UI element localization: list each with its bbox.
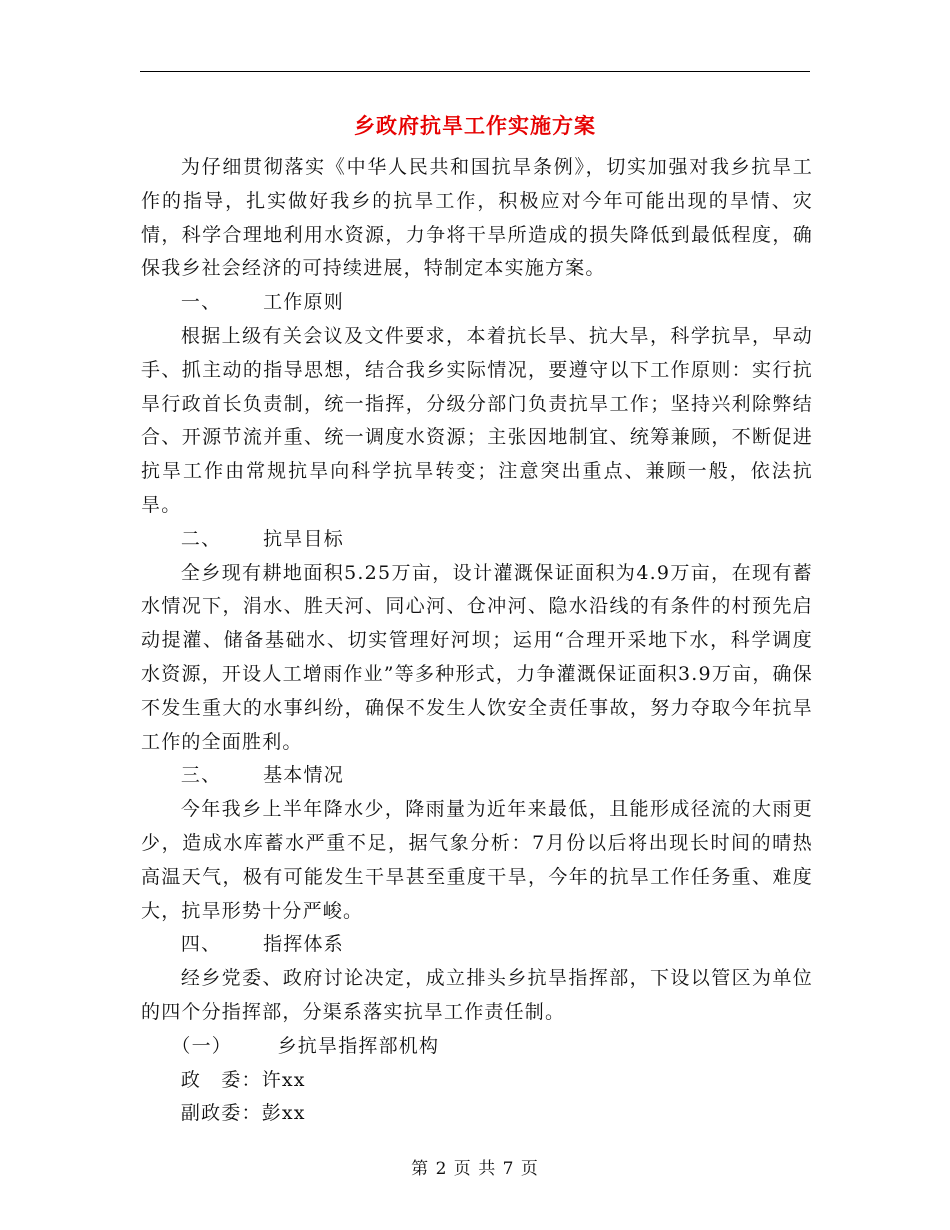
section-title: 指挥体系 <box>263 933 344 956</box>
section-title: 工作原则 <box>263 291 344 314</box>
section-paragraph-2: 全乡现有耕地面积5.25万亩，设计灌溉保证面积为4.9万亩，在现有蓄水情况下，涓水、胜天河、同心河、仓冲河、隐水沿线的有条件的村预先启动提灌、储备基础水、切实管理好河坝；运用“合理开采地下水，科学调度水资源，开设人工增雨作业”等多种形式，力争灌溉保证面积3.9万亩，确保不发生重大的水事纠纷，确保不发生人饮安全责任事故，努力夺取今年抗旱工作的全面胜利。 <box>141 561 813 753</box>
document-body <box>141 151 813 1131</box>
section-number: 四、 <box>180 933 222 956</box>
role-line-deputy-commissar: 副政委：彭xx <box>180 1102 306 1125</box>
section-number: 一、 <box>180 291 222 314</box>
section-number: 二、 <box>180 527 222 550</box>
subsection-heading <box>141 1030 813 1064</box>
section-paragraph-1: 根据上级有关会议及文件要求，本着抗长旱、抗大旱，科学抗旱，早动手、抓主动的指导思想，结合我乡实际情况，要遵守以下工作原则：实行抗旱行政首长负责制，统一指挥，分级分部门负责抗旱工作；坚持兴利除弊结合、开源节流并重、统一调度水资源；主张因地制宜、统筹兼顾，不断促进抗旱工作由常规抗旱向科学抗旱转变；注意突出重点、兼顾一般，依法抗旱。 <box>141 324 813 516</box>
section-title: 抗旱目标 <box>263 527 344 550</box>
document-title: 乡政府抗旱工作实施方案 <box>354 114 596 138</box>
page-number: 第 2 页 共 7 页 <box>411 1159 539 1179</box>
section-paragraph-3: 今年我乡上半年降水少，降雨量为近年来最低，且能形成径流的大雨更少，造成水库蓄水严重不足，据气象分析：7月份以后将出现长时间的晴热高温天气，极有可能发生干旱甚至重度干旱，今年的抗旱工作任务重、难度大，抗旱形势十分严峻。 <box>141 798 813 922</box>
section-heading-4 <box>141 928 813 962</box>
section-heading-2 <box>141 523 813 557</box>
section-number: 三、 <box>180 764 222 787</box>
subsection-title: 乡抗旱指挥部机构 <box>277 1034 440 1057</box>
role-line-commissar: 政 委：许xx <box>180 1068 306 1091</box>
section-heading-1 <box>141 286 813 320</box>
header-rule <box>140 71 810 72</box>
section-heading-3 <box>141 759 813 793</box>
subsection-number: （一） <box>171 1034 232 1057</box>
section-paragraph-4: 经乡党委、政府讨论决定，成立排头乡抗旱指挥部，下设以管区为单位的四个分指挥部，分渠系落实抗旱工作责任制。 <box>141 967 813 1023</box>
section-title: 基本情况 <box>263 764 344 787</box>
intro-paragraph: 为仔细贯彻落实《中华人民共和国抗旱条例》，切实加强对我乡抗旱工作的指导，扎实做好我乡的抗旱工作，积极应对今年可能出现的旱情、灾情，科学合理地利用水资源，力争将干旱所造成的损失降低到最低程度，确保我乡社会经济的可持续进展，特制定本实施方案。 <box>141 156 813 280</box>
